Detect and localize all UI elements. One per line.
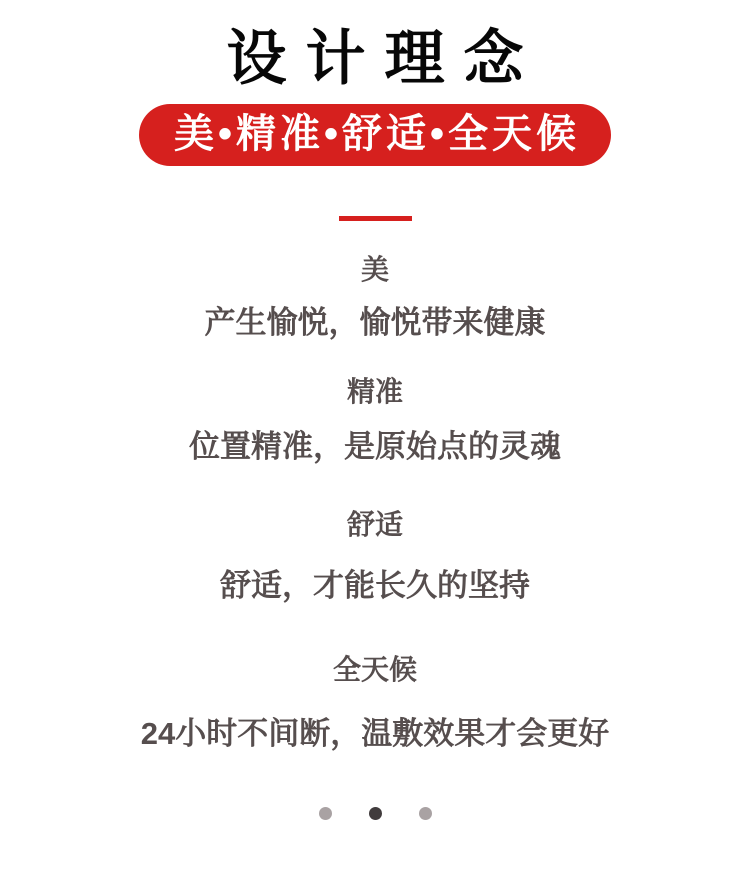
carousel-pagination	[319, 807, 432, 820]
section-beauty-heading: 美	[360, 254, 389, 285]
section-all-weather-heading: 全天候	[332, 653, 417, 685]
section-all-weather	[141, 603, 609, 751]
section-comfort-body: 舒适，才能长久的坚持	[220, 568, 530, 604]
section-comfort	[220, 464, 530, 603]
section-precision-body: 位置精准，是原始点的灵魂	[189, 429, 561, 465]
section-precision	[189, 340, 561, 464]
section-beauty	[205, 221, 546, 340]
page-title: 设计理念	[226, 25, 543, 92]
carousel-dot-3[interactable]	[419, 807, 432, 820]
section-comfort-heading: 舒适	[346, 508, 403, 540]
section-all-weather-body: 24小时不间断，温敷效果才会更好	[140, 716, 610, 752]
section-beauty-body: 产生愉悦，愉悦带来健康	[204, 305, 546, 341]
carousel-dot-1[interactable]	[319, 807, 332, 820]
design-principles-badge: 美•精准•舒适•全天候	[139, 104, 611, 166]
section-precision-heading: 精准	[346, 375, 403, 407]
carousel-dot-2[interactable]	[369, 807, 382, 820]
